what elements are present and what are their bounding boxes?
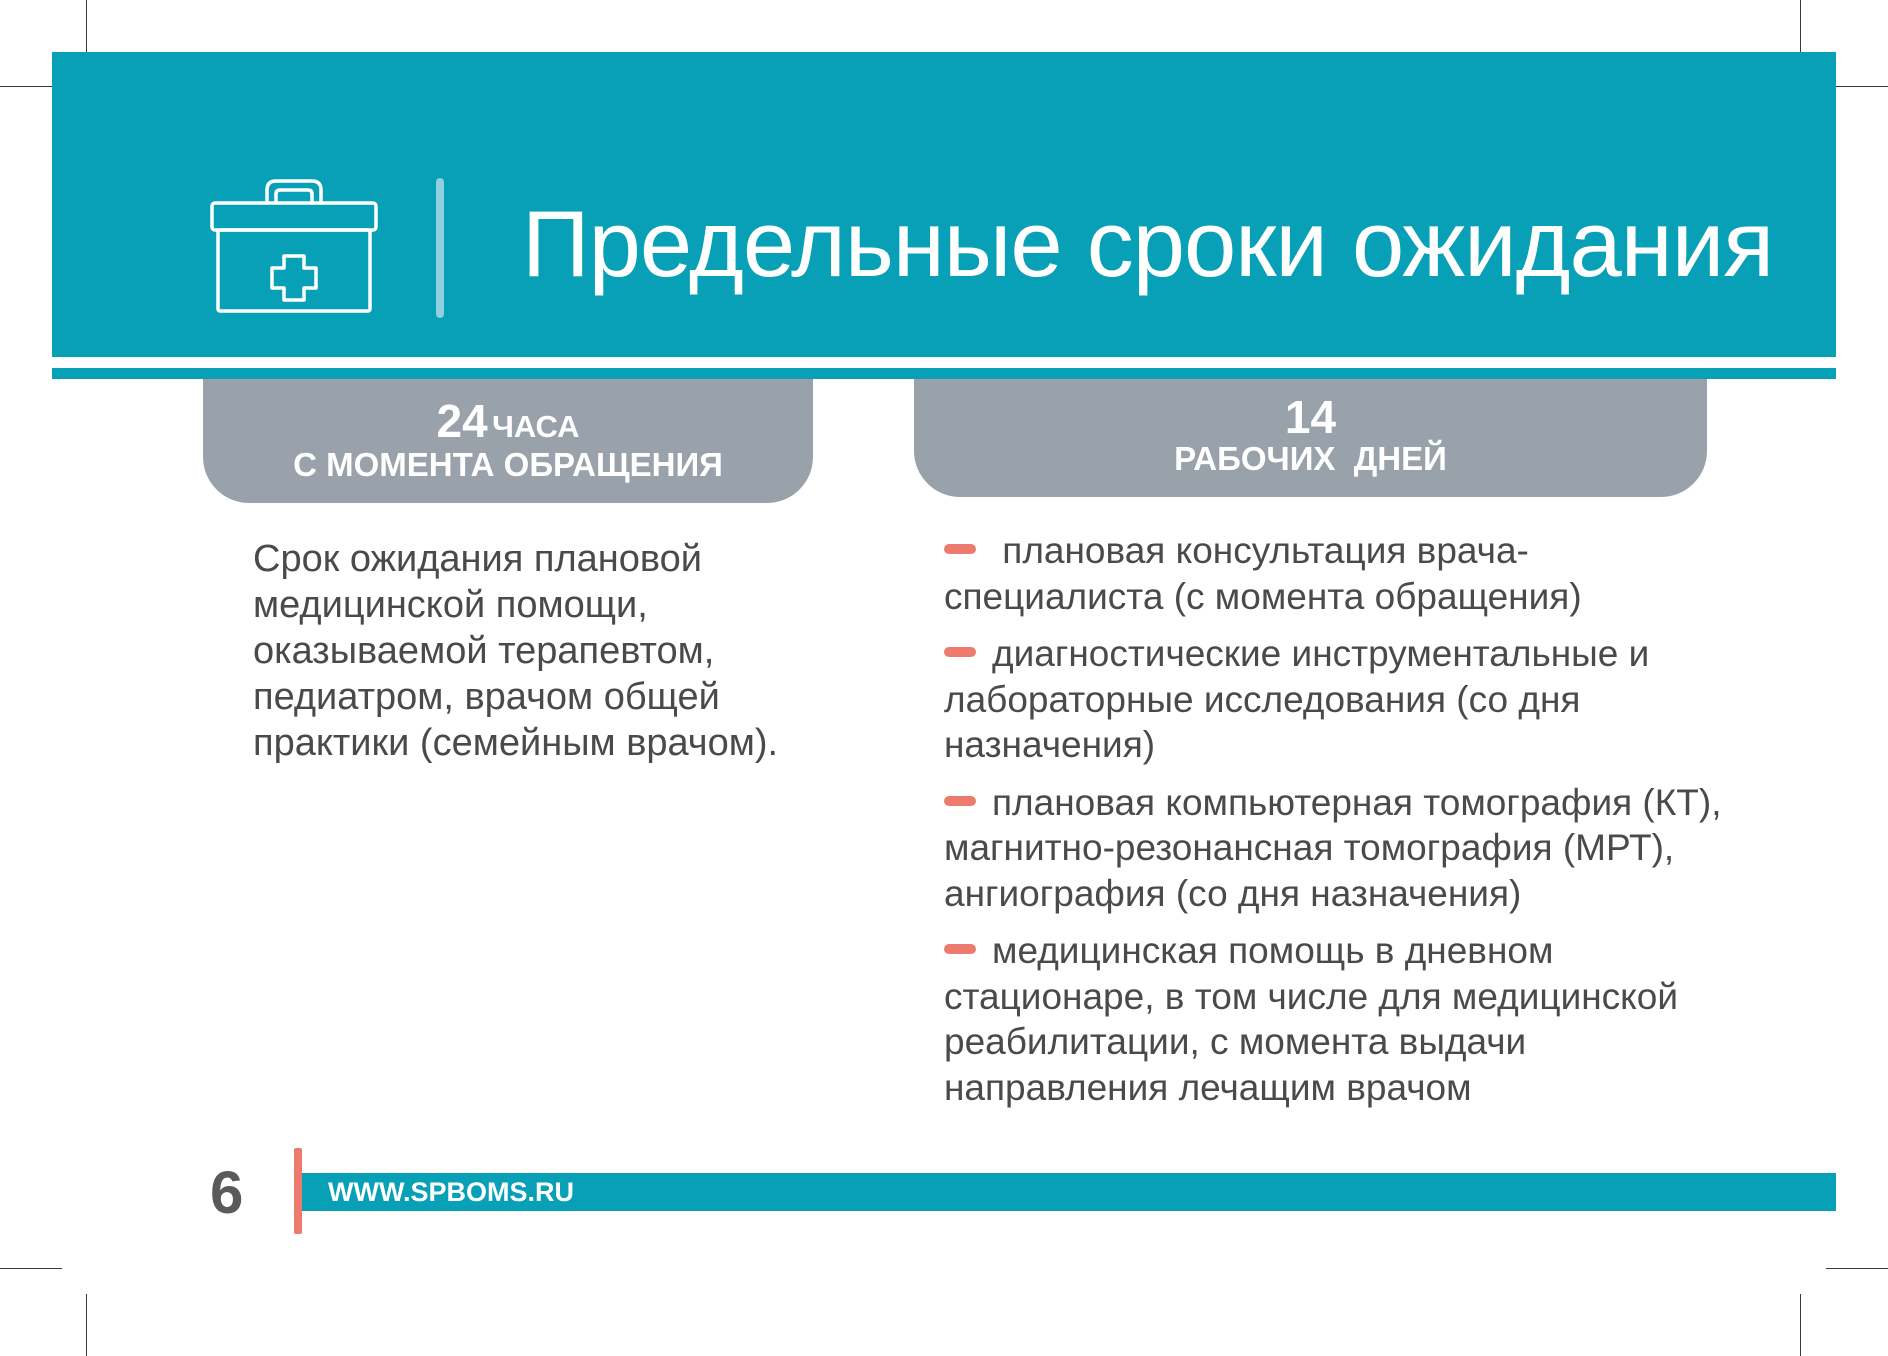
left-description: Срок ожидания плановой медицинской помощи, оказываемой терапевтом, педиатром, врачом общей практики (семейным врачом). bbox=[253, 538, 779, 764]
crop-mark bbox=[86, 1294, 87, 1356]
list-item bbox=[944, 928, 1744, 1110]
dash-bullet-icon bbox=[944, 796, 976, 806]
list-item-text: плановая компьютерная томография (КТ), магнитно-резонансная томография (МРТ), ангиография (со дня назначения) bbox=[944, 781, 1722, 914]
tab-14-days-subtitle: РАБОЧИХ ДНЕЙ bbox=[1174, 440, 1447, 477]
crop-mark bbox=[1800, 1294, 1801, 1356]
list-item-text: медицинская помощь в дневном стационаре, в том числе для медицинской реабилитации, с момента выдачи направления лечащим врачом bbox=[944, 930, 1679, 1108]
tab-24-hours bbox=[203, 379, 813, 503]
list-item bbox=[944, 528, 1744, 619]
website-link[interactable]: WWW.SPBOMS.RU bbox=[328, 1177, 574, 1207]
list-item-text: диагностические инструментальные и лабораторные исследования (со дня назначения) bbox=[944, 633, 1650, 765]
dash-bullet-icon bbox=[944, 944, 976, 954]
crop-mark bbox=[0, 1268, 62, 1269]
waiting-list bbox=[944, 528, 1744, 1122]
first-aid-kit-icon bbox=[210, 178, 378, 313]
header-divider bbox=[436, 178, 444, 318]
header-underline bbox=[52, 368, 1836, 379]
page-number: 6 bbox=[210, 1159, 244, 1226]
dash-bullet-icon bbox=[944, 544, 976, 554]
page-title: Предельные сроки ожидания bbox=[522, 191, 1774, 296]
footer-accent-bar bbox=[294, 1148, 302, 1234]
list-item bbox=[944, 780, 1744, 917]
tab-14-days-number: 14 bbox=[1284, 391, 1337, 443]
tab-14-days bbox=[914, 379, 1707, 497]
crop-mark bbox=[1826, 1268, 1888, 1269]
tab-24-hours-number: 24 bbox=[436, 395, 488, 447]
list-item bbox=[944, 631, 1744, 768]
dash-bullet-icon bbox=[944, 647, 976, 657]
tab-24-hours-subtitle: С МОМЕНТА ОБРАЩЕНИЯ bbox=[293, 446, 723, 483]
footer-band bbox=[302, 1173, 1836, 1211]
tab-24-hours-unit: ЧАСА bbox=[492, 409, 580, 444]
list-item-text: плановая консультация врача-специалиста (с момента обращения) bbox=[944, 530, 1582, 617]
